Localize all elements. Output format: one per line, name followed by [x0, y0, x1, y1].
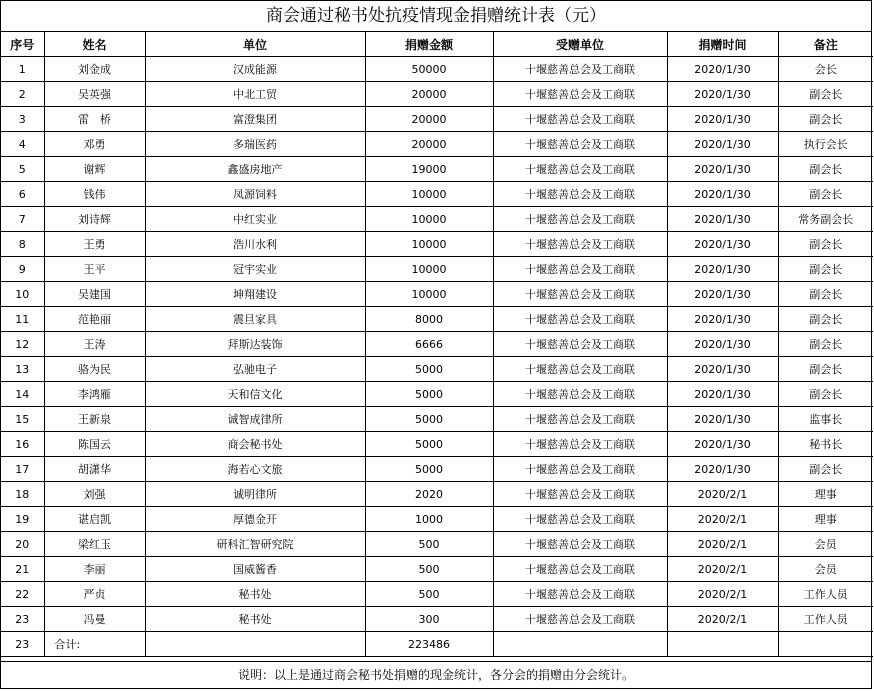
- cell-date: 2020/2/1: [667, 607, 778, 632]
- cell-recipient: 十堰慈善总会及工商联: [493, 532, 667, 557]
- table-row: [1, 557, 873, 582]
- cell-amount: 10000: [365, 182, 493, 207]
- cell-company: 中北工贸: [145, 82, 365, 107]
- header-row: [1, 32, 873, 57]
- cell-date: 2020/1/30: [667, 82, 778, 107]
- cell-index: 9: [1, 257, 44, 282]
- cell-index: 17: [1, 457, 44, 482]
- cell-remark: 理事: [778, 507, 873, 532]
- cell-remark: 副会长: [778, 107, 873, 132]
- cell-name: 王平: [44, 257, 145, 282]
- cell-date: 2020/1/30: [667, 282, 778, 307]
- table-row: [1, 107, 873, 132]
- cell-remark: 理事: [778, 482, 873, 507]
- cell-index: 10: [1, 282, 44, 307]
- cell-date: 2020/2/1: [667, 557, 778, 582]
- table-row: [1, 207, 873, 232]
- table-row: [1, 282, 873, 307]
- cell-recipient: 十堰慈善总会及工商联: [493, 257, 667, 282]
- cell-remark: 会员: [778, 532, 873, 557]
- table-row: [1, 457, 873, 482]
- cell-date: 2020/1/30: [667, 332, 778, 357]
- total-label: 合计:: [44, 632, 145, 657]
- cell-amount: 20000: [365, 107, 493, 132]
- cell-company: 诚明律所: [145, 482, 365, 507]
- cell-date: 2020/1/30: [667, 457, 778, 482]
- cell-company: 凤源饲料: [145, 182, 365, 207]
- cell-amount: 20000: [365, 82, 493, 107]
- cell-recipient: 十堰慈善总会及工商联: [493, 432, 667, 457]
- table-row: [1, 432, 873, 457]
- cell-date: 2020/1/30: [667, 382, 778, 407]
- cell-amount: 500: [365, 532, 493, 557]
- cell-recipient: 十堰慈善总会及工商联: [493, 407, 667, 432]
- cell-company: 汉成能源: [145, 57, 365, 82]
- cell-amount: 20000: [365, 132, 493, 157]
- cell-name: 邓勇: [44, 132, 145, 157]
- cell-name: 严贞: [44, 582, 145, 607]
- cell-recipient: 十堰慈善总会及工商联: [493, 82, 667, 107]
- cell-name: 胡潇华: [44, 457, 145, 482]
- cell-date: 2020/1/30: [667, 207, 778, 232]
- cell-index: 14: [1, 382, 44, 407]
- cell-index: 13: [1, 357, 44, 382]
- table-row: [1, 182, 873, 207]
- cell-date: 2020/2/1: [667, 507, 778, 532]
- table-row: [1, 382, 873, 407]
- cell-company: 海若心文旅: [145, 457, 365, 482]
- cell-date: 2020/1/30: [667, 132, 778, 157]
- cell-date: 2020/2/1: [667, 532, 778, 557]
- table-row: [1, 332, 873, 357]
- cell-remark: 会长: [778, 57, 873, 82]
- cell-company: 鑫盛房地产: [145, 157, 365, 182]
- table-row: [1, 532, 873, 557]
- cell-date: 2020/2/1: [667, 482, 778, 507]
- cell-company: 坤翔建设: [145, 282, 365, 307]
- cell-company: 拜斯达装饰: [145, 332, 365, 357]
- cell-index: 18: [1, 482, 44, 507]
- cell-index: 5: [1, 157, 44, 182]
- cell-amount: 5000: [365, 382, 493, 407]
- cell-amount: 10000: [365, 207, 493, 232]
- cell-amount: 10000: [365, 232, 493, 257]
- cell-recipient: 十堰慈善总会及工商联: [493, 57, 667, 82]
- cell-amount: 50000: [365, 57, 493, 82]
- cell-date: 2020/1/30: [667, 157, 778, 182]
- cell-name: 王涛: [44, 332, 145, 357]
- cell-name: 钱伟: [44, 182, 145, 207]
- cell-remark: 副会长: [778, 282, 873, 307]
- cell-index: 7: [1, 207, 44, 232]
- cell-index: 23: [1, 607, 44, 632]
- table-row: [1, 132, 873, 157]
- cell-company: 研科汇智研究院: [145, 532, 365, 557]
- cell-recipient: 十堰慈善总会及工商联: [493, 607, 667, 632]
- header-col-date: 捐赠时间: [667, 32, 778, 57]
- cell-name: 李丽: [44, 557, 145, 582]
- cell-amount: 19000: [365, 157, 493, 182]
- cell-recipient: 十堰慈善总会及工商联: [493, 157, 667, 182]
- table-row: [1, 232, 873, 257]
- table-row: [1, 57, 873, 82]
- cell-recipient: 十堰慈善总会及工商联: [493, 582, 667, 607]
- cell-amount: 5000: [365, 457, 493, 482]
- cell-index: 20: [1, 532, 44, 557]
- cell-name: 冯曼: [44, 607, 145, 632]
- cell-recipient: 十堰慈善总会及工商联: [493, 357, 667, 382]
- cell-remark: 副会长: [778, 382, 873, 407]
- cell-company: 冠宇实业: [145, 257, 365, 282]
- cell-recipient: 十堰慈善总会及工商联: [493, 182, 667, 207]
- table-row: [1, 307, 873, 332]
- cell-date: 2020/1/30: [667, 57, 778, 82]
- cell-remark: 监事长: [778, 407, 873, 432]
- cell-recipient: 十堰慈善总会及工商联: [493, 507, 667, 532]
- cell-amount: 300: [365, 607, 493, 632]
- cell-index: 8: [1, 232, 44, 257]
- header-col-recipient: 受赠单位: [493, 32, 667, 57]
- cell-name: 骆为民: [44, 357, 145, 382]
- cell-remark: 副会长: [778, 232, 873, 257]
- cell-company: 浩川水利: [145, 232, 365, 257]
- cell-index: 6: [1, 182, 44, 207]
- cell-remark: 副会长: [778, 307, 873, 332]
- cell-recipient: 十堰慈善总会及工商联: [493, 482, 667, 507]
- cell-index: 22: [1, 582, 44, 607]
- total-row: [1, 632, 873, 657]
- total-amount: 223486: [365, 632, 493, 657]
- total-index: 23: [1, 632, 44, 657]
- cell-amount: 10000: [365, 282, 493, 307]
- cell-recipient: 十堰慈善总会及工商联: [493, 307, 667, 332]
- cell-date: 2020/2/1: [667, 582, 778, 607]
- table-row: [1, 582, 873, 607]
- cell-remark: 常务副会长: [778, 207, 873, 232]
- cell-date: 2020/1/30: [667, 257, 778, 282]
- cell-recipient: 十堰慈善总会及工商联: [493, 332, 667, 357]
- cell-company: 富澄集团: [145, 107, 365, 132]
- cell-company: 多瑞医药: [145, 132, 365, 157]
- cell-remark: 秘书长: [778, 432, 873, 457]
- cell-recipient: 十堰慈善总会及工商联: [493, 207, 667, 232]
- cell-recipient: 十堰慈善总会及工商联: [493, 107, 667, 132]
- cell-date: 2020/1/30: [667, 182, 778, 207]
- cell-name: 吴英强: [44, 82, 145, 107]
- cell-name: 刘金成: [44, 57, 145, 82]
- cell-amount: 1000: [365, 507, 493, 532]
- cell-name: 谌启凯: [44, 507, 145, 532]
- total-empty-recipient: [493, 632, 667, 657]
- cell-remark: 副会长: [778, 332, 873, 357]
- cell-remark: 副会长: [778, 182, 873, 207]
- cell-name: 王勇: [44, 232, 145, 257]
- header-col-index: 序号: [1, 32, 44, 57]
- cell-remark: 执行会长: [778, 132, 873, 157]
- table-row: [1, 607, 873, 632]
- table-row: [1, 507, 873, 532]
- cell-date: 2020/1/30: [667, 107, 778, 132]
- cell-index: 21: [1, 557, 44, 582]
- cell-amount: 5000: [365, 432, 493, 457]
- cell-recipient: 十堰慈善总会及工商联: [493, 457, 667, 482]
- cell-recipient: 十堰慈善总会及工商联: [493, 282, 667, 307]
- cell-amount: 500: [365, 582, 493, 607]
- cell-index: 16: [1, 432, 44, 457]
- cell-amount: 5000: [365, 357, 493, 382]
- footer-note: 说明：以上是通过商会秘书处捐赠的现金统计，各分会的捐赠由分会统计。: [1, 661, 871, 688]
- table-body: [1, 57, 873, 657]
- cell-company: 秘书处: [145, 582, 365, 607]
- header-col-remark: 备注: [778, 32, 873, 57]
- cell-date: 2020/1/30: [667, 407, 778, 432]
- cell-name: 王新泉: [44, 407, 145, 432]
- cell-company: 厚德金开: [145, 507, 365, 532]
- cell-company: 诚智成律所: [145, 407, 365, 432]
- cell-name: 谢辉: [44, 157, 145, 182]
- cell-index: 2: [1, 82, 44, 107]
- cell-date: 2020/1/30: [667, 357, 778, 382]
- cell-remark: 副会长: [778, 457, 873, 482]
- cell-company: 秘书处: [145, 607, 365, 632]
- cell-name: 雷 桥: [44, 107, 145, 132]
- cell-recipient: 十堰慈善总会及工商联: [493, 382, 667, 407]
- cell-index: 1: [1, 57, 44, 82]
- cell-remark: 工作人员: [778, 607, 873, 632]
- cell-index: 11: [1, 307, 44, 332]
- total-empty-date: [667, 632, 778, 657]
- cell-company: 中红实业: [145, 207, 365, 232]
- donation-table: [1, 32, 873, 657]
- table-row: [1, 407, 873, 432]
- header-col-company: 单位: [145, 32, 365, 57]
- cell-amount: 8000: [365, 307, 493, 332]
- cell-company: 天和信文化: [145, 382, 365, 407]
- cell-recipient: 十堰慈善总会及工商联: [493, 232, 667, 257]
- cell-date: 2020/1/30: [667, 232, 778, 257]
- table-row: [1, 257, 873, 282]
- cell-recipient: 十堰慈善总会及工商联: [493, 132, 667, 157]
- cell-company: 商会秘书处: [145, 432, 365, 457]
- cell-index: 15: [1, 407, 44, 432]
- cell-name: 刘强: [44, 482, 145, 507]
- cell-remark: 会员: [778, 557, 873, 582]
- cell-remark: 副会长: [778, 357, 873, 382]
- cell-amount: 5000: [365, 407, 493, 432]
- cell-remark: 副会长: [778, 157, 873, 182]
- header-col-name: 姓名: [44, 32, 145, 57]
- cell-date: 2020/1/30: [667, 307, 778, 332]
- cell-name: 陈国云: [44, 432, 145, 457]
- cell-name: 李鸿雁: [44, 382, 145, 407]
- cell-index: 4: [1, 132, 44, 157]
- cell-company: 弘驰电子: [145, 357, 365, 382]
- cell-amount: 500: [365, 557, 493, 582]
- cell-name: 梁红玉: [44, 532, 145, 557]
- cell-recipient: 十堰慈善总会及工商联: [493, 557, 667, 582]
- cell-name: 刘诗辉: [44, 207, 145, 232]
- cell-name: 吴建国: [44, 282, 145, 307]
- table-row: [1, 357, 873, 382]
- cell-remark: 工作人员: [778, 582, 873, 607]
- cell-company: 国威酱香: [145, 557, 365, 582]
- table-row: [1, 482, 873, 507]
- cell-amount: 10000: [365, 257, 493, 282]
- table-row: [1, 157, 873, 182]
- table-row: [1, 82, 873, 107]
- cell-name: 范艳丽: [44, 307, 145, 332]
- cell-remark: 副会长: [778, 82, 873, 107]
- header-col-amount: 捐赠金额: [365, 32, 493, 57]
- cell-company: 震旦家具: [145, 307, 365, 332]
- cell-amount: 6666: [365, 332, 493, 357]
- cell-index: 19: [1, 507, 44, 532]
- cell-index: 3: [1, 107, 44, 132]
- total-empty-remark: [778, 632, 873, 657]
- sheet-title: 商会通过秘书处抗疫情现金捐赠统计表（元）: [1, 1, 871, 32]
- cell-amount: 2020: [365, 482, 493, 507]
- cell-index: 12: [1, 332, 44, 357]
- total-empty-company: [145, 632, 365, 657]
- cell-remark: 副会长: [778, 257, 873, 282]
- cell-date: 2020/1/30: [667, 432, 778, 457]
